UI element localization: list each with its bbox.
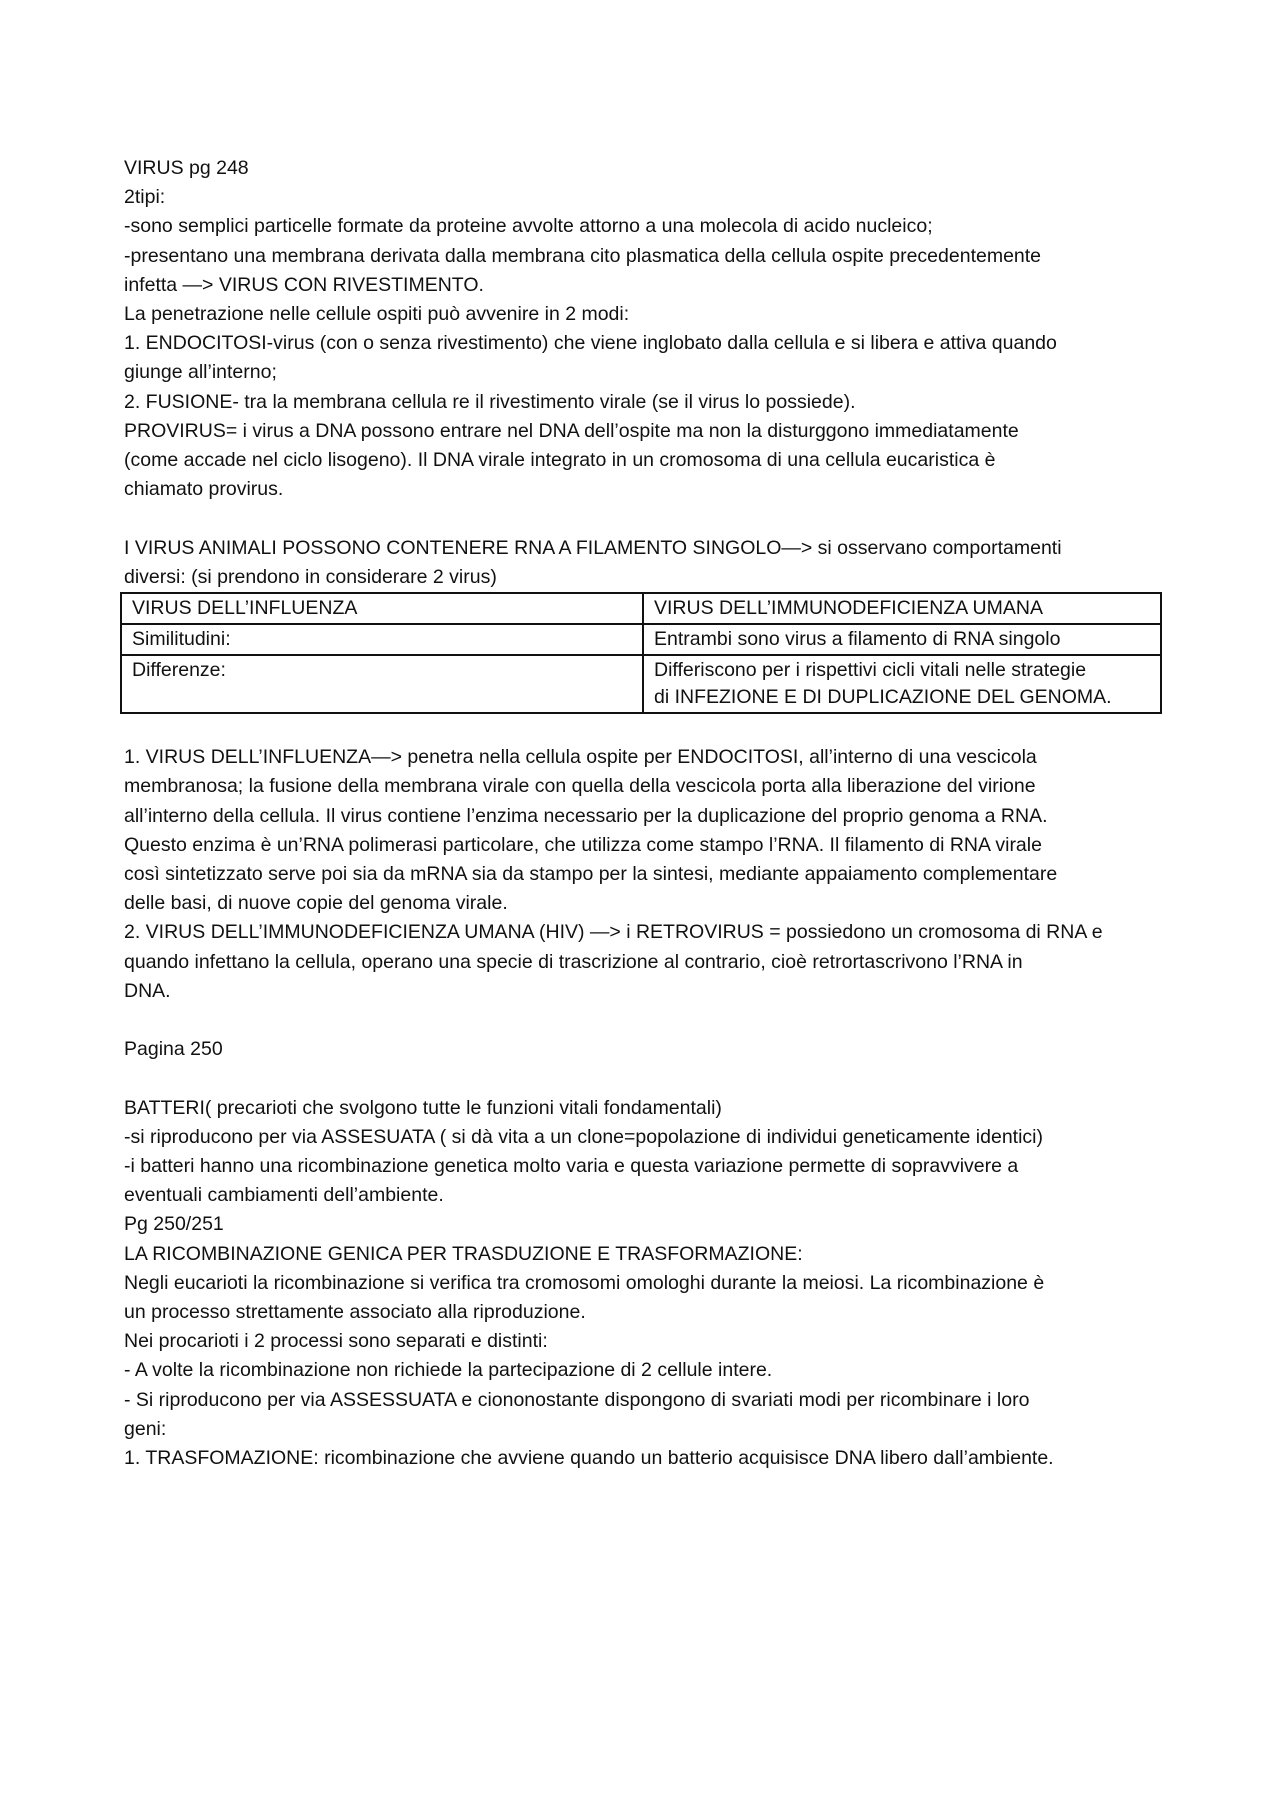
cell-line: Entrambi sono virus a filamento di RNA singolo: [654, 628, 1061, 651]
text-line: 2. VIRUS DELL’IMMUNODEFICIENZA UMANA (HIV) —> i RETROVIRUS = possiedono un cromosoma di RNA e: [124, 921, 1103, 944]
comparison-table: [120, 592, 1162, 714]
table-row: [121, 593, 1161, 624]
text-line: geni:: [124, 1417, 167, 1440]
cell-line: di INFEZIONE E DI DUPLICAZIONE DEL GENOMA.: [654, 686, 1112, 709]
section-page-250: [124, 1035, 1174, 1064]
heading-virus-pg248: VIRUS pg 248: [124, 157, 249, 179]
text-line: 2tipi:: [124, 186, 166, 209]
text-line: -i batteri hanno una ricombinazione genetica molto varia e questa variazione permette di sopravvivere a: [124, 1155, 1019, 1178]
text-line: diversi: (si prendono in considerare 2 virus): [124, 565, 497, 588]
text-line: DNA.: [124, 979, 171, 1002]
heading-batteri: BATTERI( precarioti che svolgono tutte le funzioni vitali fondamentali): [124, 1096, 722, 1119]
text-line: 1. TRASFOMAZIONE: ricombinazione che avviene quando un batterio acquisisce DNA libero dall’ambiente.: [124, 1447, 1054, 1470]
text-line: - A volte la ricombinazione non richiede la partecipazione di 2 cellule intere.: [124, 1359, 773, 1382]
text-line: -si riproducono per via ASSESUATA ( si dà vita a un clone=popolazione di individui geneticamente identici): [124, 1125, 1044, 1148]
text-line: infetta —> VIRUS CON RIVESTIMENTO.: [124, 273, 484, 296]
text-line: (come accade nel ciclo lisogeno). Il DNA virale integrato in un cromosoma di una cellula eucaristica è: [124, 449, 996, 472]
text-line: 1. ENDOCITOSI-virus (con o senza rivestimento) che viene inglobato dalla cellula e si libera e attiva quando: [124, 332, 1057, 355]
text-line: quando infettano la cellula, operano una specie di trascrizione al contrario, cioè retrortascrivono l’RNA in: [124, 950, 1023, 973]
table-row: [121, 624, 1161, 655]
blank-line: [124, 1006, 1174, 1035]
text-line: delle basi, di nuove copie del genoma virale.: [124, 892, 508, 915]
section-virus-types-detail: [124, 743, 1174, 1006]
section-animal-viruses: [124, 534, 1174, 592]
text-line: Questo enzima è un’RNA polimerasi particolare, che utilizza come stampo l’RNA. Il filamento di RNA virale: [124, 833, 1042, 856]
cell-line: Differiscono per i rispettivi cicli vitali nelle strategie: [654, 659, 1087, 682]
blank-line: [124, 504, 1174, 533]
text-line: I VIRUS ANIMALI POSSONO CONTENERE RNA A FILAMENTO SINGOLO—> si osservano comportamenti: [124, 536, 1062, 559]
table-cell-left: Differenze:: [121, 655, 643, 713]
text-line: un processo strettamente associato alla riproduzione.: [124, 1301, 586, 1324]
document-page: [124, 154, 1174, 1473]
text-line: Nei procarioti i 2 processi sono separati e distinti:: [124, 1330, 548, 1353]
text-line: Negli eucarioti la ricombinazione si verifica tra cromosomi omologhi durante la meiosi. La ricombinazione è: [124, 1271, 1045, 1294]
blank-line: [124, 1064, 1174, 1093]
text-line: La penetrazione nelle cellule ospiti può avvenire in 2 modi:: [124, 303, 630, 326]
blank-line: [124, 714, 1174, 743]
table-row: [121, 655, 1161, 713]
section-virus-intro: [124, 154, 1174, 504]
text-line: -presentano una membrana derivata dalla membrana cito plasmatica della cellula ospite precedentemente: [124, 244, 1042, 267]
text-line: così sintetizzato serve poi sia da mRNA sia da stampo per la sintesi, mediante appaiamento complementare: [124, 863, 1058, 886]
table-cell-right: [643, 624, 1161, 655]
heading-pagina-250: Pagina 250: [124, 1038, 223, 1061]
text-line: giunge all’interno;: [124, 361, 277, 384]
text-line: - Si riproducono per via ASSESSUATA e ciononostante dispongono di svariati modi per ricombinare i loro: [124, 1388, 1030, 1411]
text-line: PROVIRUS= i virus a DNA possono entrare nel DNA dell’ospite ma non la disturggono immediatamente: [124, 419, 1019, 442]
table-cell-right: [643, 593, 1161, 624]
text-line: eventuali cambiamenti dell’ambiente.: [124, 1184, 444, 1207]
text-line: chiamato provirus.: [124, 478, 284, 501]
text-line: -sono semplici particelle formate da proteine avvolte attorno a una molecola di acido nucleico;: [124, 215, 933, 238]
heading-pg-250-251: Pg 250/251: [124, 1213, 224, 1236]
text-line: membranosa; la fusione della membrana virale con quella della vescicola porta alla liberazione del virione: [124, 775, 1036, 798]
table-cell-left: Similitudini:: [121, 624, 643, 655]
table-cell-left: VIRUS DELL’INFLUENZA: [121, 593, 643, 624]
section-batteri: [124, 1094, 1174, 1474]
cell-line: VIRUS DELL’IMMUNODEFICIENZA UMANA: [654, 597, 1043, 620]
text-line: 1. VIRUS DELL’INFLUENZA—> penetra nella cellula ospite per ENDOCITOSI, all’interno di una vescicola: [124, 746, 1037, 769]
table-cell-right: [643, 655, 1161, 713]
text-line: all’interno della cellula. Il virus contiene l’enzima necessario per la duplicazione del proprio genoma a RNA.: [124, 804, 1048, 827]
heading-ricombinazione: LA RICOMBINAZIONE GENICA PER TRASDUZIONE E TRASFORMAZIONE:: [124, 1242, 803, 1265]
text-line: 2. FUSIONE- tra la membrana cellula re il rivestimento virale (se il virus lo possiede).: [124, 390, 856, 413]
